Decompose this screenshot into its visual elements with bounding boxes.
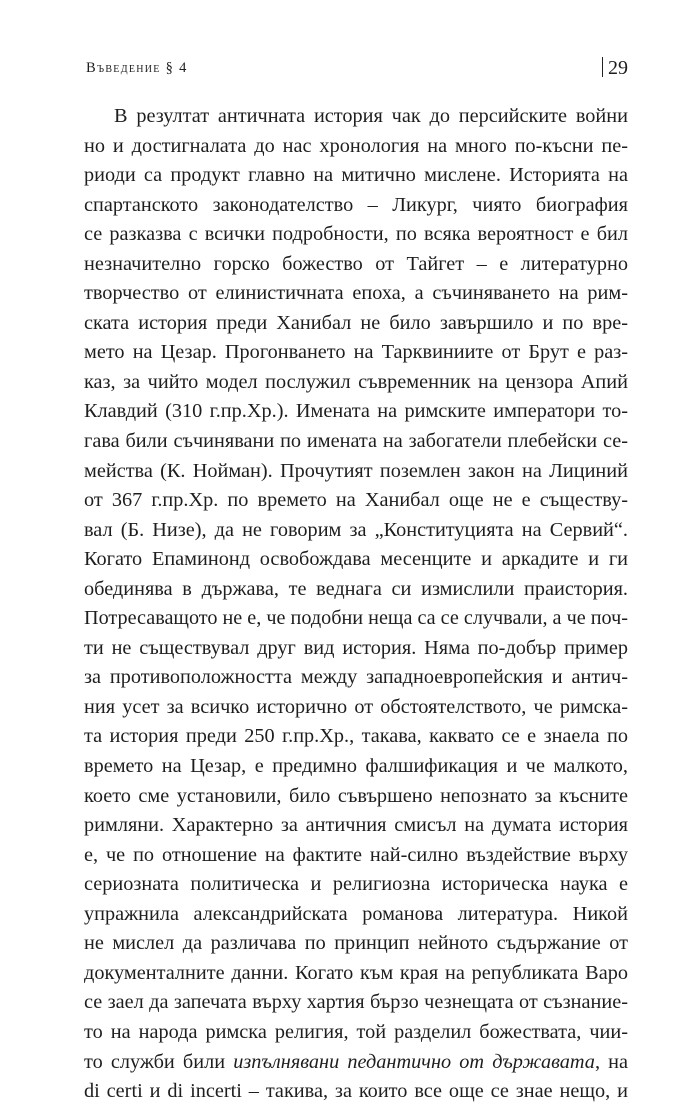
text-line: та история преди 250 г.пр.Хр., такава, каквато се е знаела по: [84, 725, 628, 748]
text-line: не мислел да различава по принцип нейното съдържание от: [84, 932, 628, 955]
text-line: е, че по отношение на фактите най-силно въздействие върху: [84, 843, 628, 866]
italic-phrase: изпълнявани педантично от държавата: [233, 1050, 595, 1073]
text-line: ти не съществувал друг вид история. Няма по-добър пример: [84, 636, 628, 659]
text-line: вал (Б. Низе), да не говорим за „Конституцията на Сервий“.: [84, 518, 628, 541]
text-line: В резултат античната история чак до персийските войни: [114, 105, 628, 127]
text-line: се заел да запечата върху хартия бързо чезнещата от съзнание-: [84, 991, 628, 1014]
text-line: обединява в държава, те веднага си измислили праистория.: [84, 577, 628, 600]
section-title: Въведение § 4: [86, 60, 188, 76]
page-number-divider: [602, 57, 603, 77]
body-text: [84, 102, 628, 1107]
text-line: Когато Епаминонд освобождава месенците и аркадите и ги: [84, 548, 628, 571]
text-line: творчество от елинистичната епоха, а съчиняването на рим-: [84, 282, 628, 305]
text-line: Клавдий (310 г.пр.Хр.). Имената на римските императори то-: [84, 400, 628, 423]
text-line: Потресаващото не е, че подобни неща са се случвали, а че поч-: [84, 607, 628, 630]
text-run: то служби били: [84, 1050, 234, 1073]
text-run: , на: [594, 1050, 629, 1073]
text-line: ния усет за всичко исторично от обстоятелството, че римска-: [84, 695, 628, 718]
text-line: упражнила александрийската романова литература. Никой: [84, 902, 628, 925]
text-line: мето на Цезар. Прогонването на Тарквиниите от Брут е раз-: [84, 341, 628, 364]
text-line: незначително горско божество от Тайгет – е литературно: [84, 252, 628, 275]
text-line: което сме установили, било съвършено непознато за късните: [84, 784, 628, 807]
text-line: то на народа римска религия, той разделил божествата, чии-: [84, 1020, 628, 1043]
page-number-value: 29: [608, 57, 628, 79]
text-line: документалните данни. Когато към края на републиката Варо: [84, 961, 628, 984]
text-line: каз, за чийто модел послужил съвременник на цензора Апий: [84, 370, 628, 393]
text-line-mixed: [84, 1048, 628, 1078]
text-line: ската история преди Ханибал не било завършило и по вре-: [84, 311, 628, 334]
text-line: римляни. Характерно за античния смисъл на думата история: [84, 814, 628, 837]
text-line: от 367 г.пр.Хр. по времето на Ханибал още не е съществу-: [84, 489, 628, 512]
page-number: [602, 57, 628, 80]
text-line: риоди са продукт главно на митично мислене. Историята на: [84, 164, 628, 187]
text-line: di certi и di incerti – такива, за които все още се знае нещо, и: [84, 1080, 628, 1103]
text-line: гава били съчинявани по имената на забогатели плебейски се-: [84, 430, 628, 453]
text-line: но и достигналата до нас хронология на много по-късни пе-: [84, 134, 628, 157]
text-line: за противоположността между западноевропейския и антич-: [84, 666, 628, 689]
text-line: спартанското законодателство – Ликург, чиято биография: [84, 193, 628, 216]
text-line: мейства (К. Нойман). Прочутият поземлен закон на Лициний: [84, 459, 628, 482]
running-head: [86, 57, 628, 82]
text-line: се разказва с всички подробности, по всяка вероятност е бил: [84, 223, 628, 246]
text-line: сериозната политическа и религиозна историческа наука е: [84, 873, 628, 896]
text-line: времето на Цезар, е предимно фалшификация и че малкото,: [84, 755, 628, 778]
